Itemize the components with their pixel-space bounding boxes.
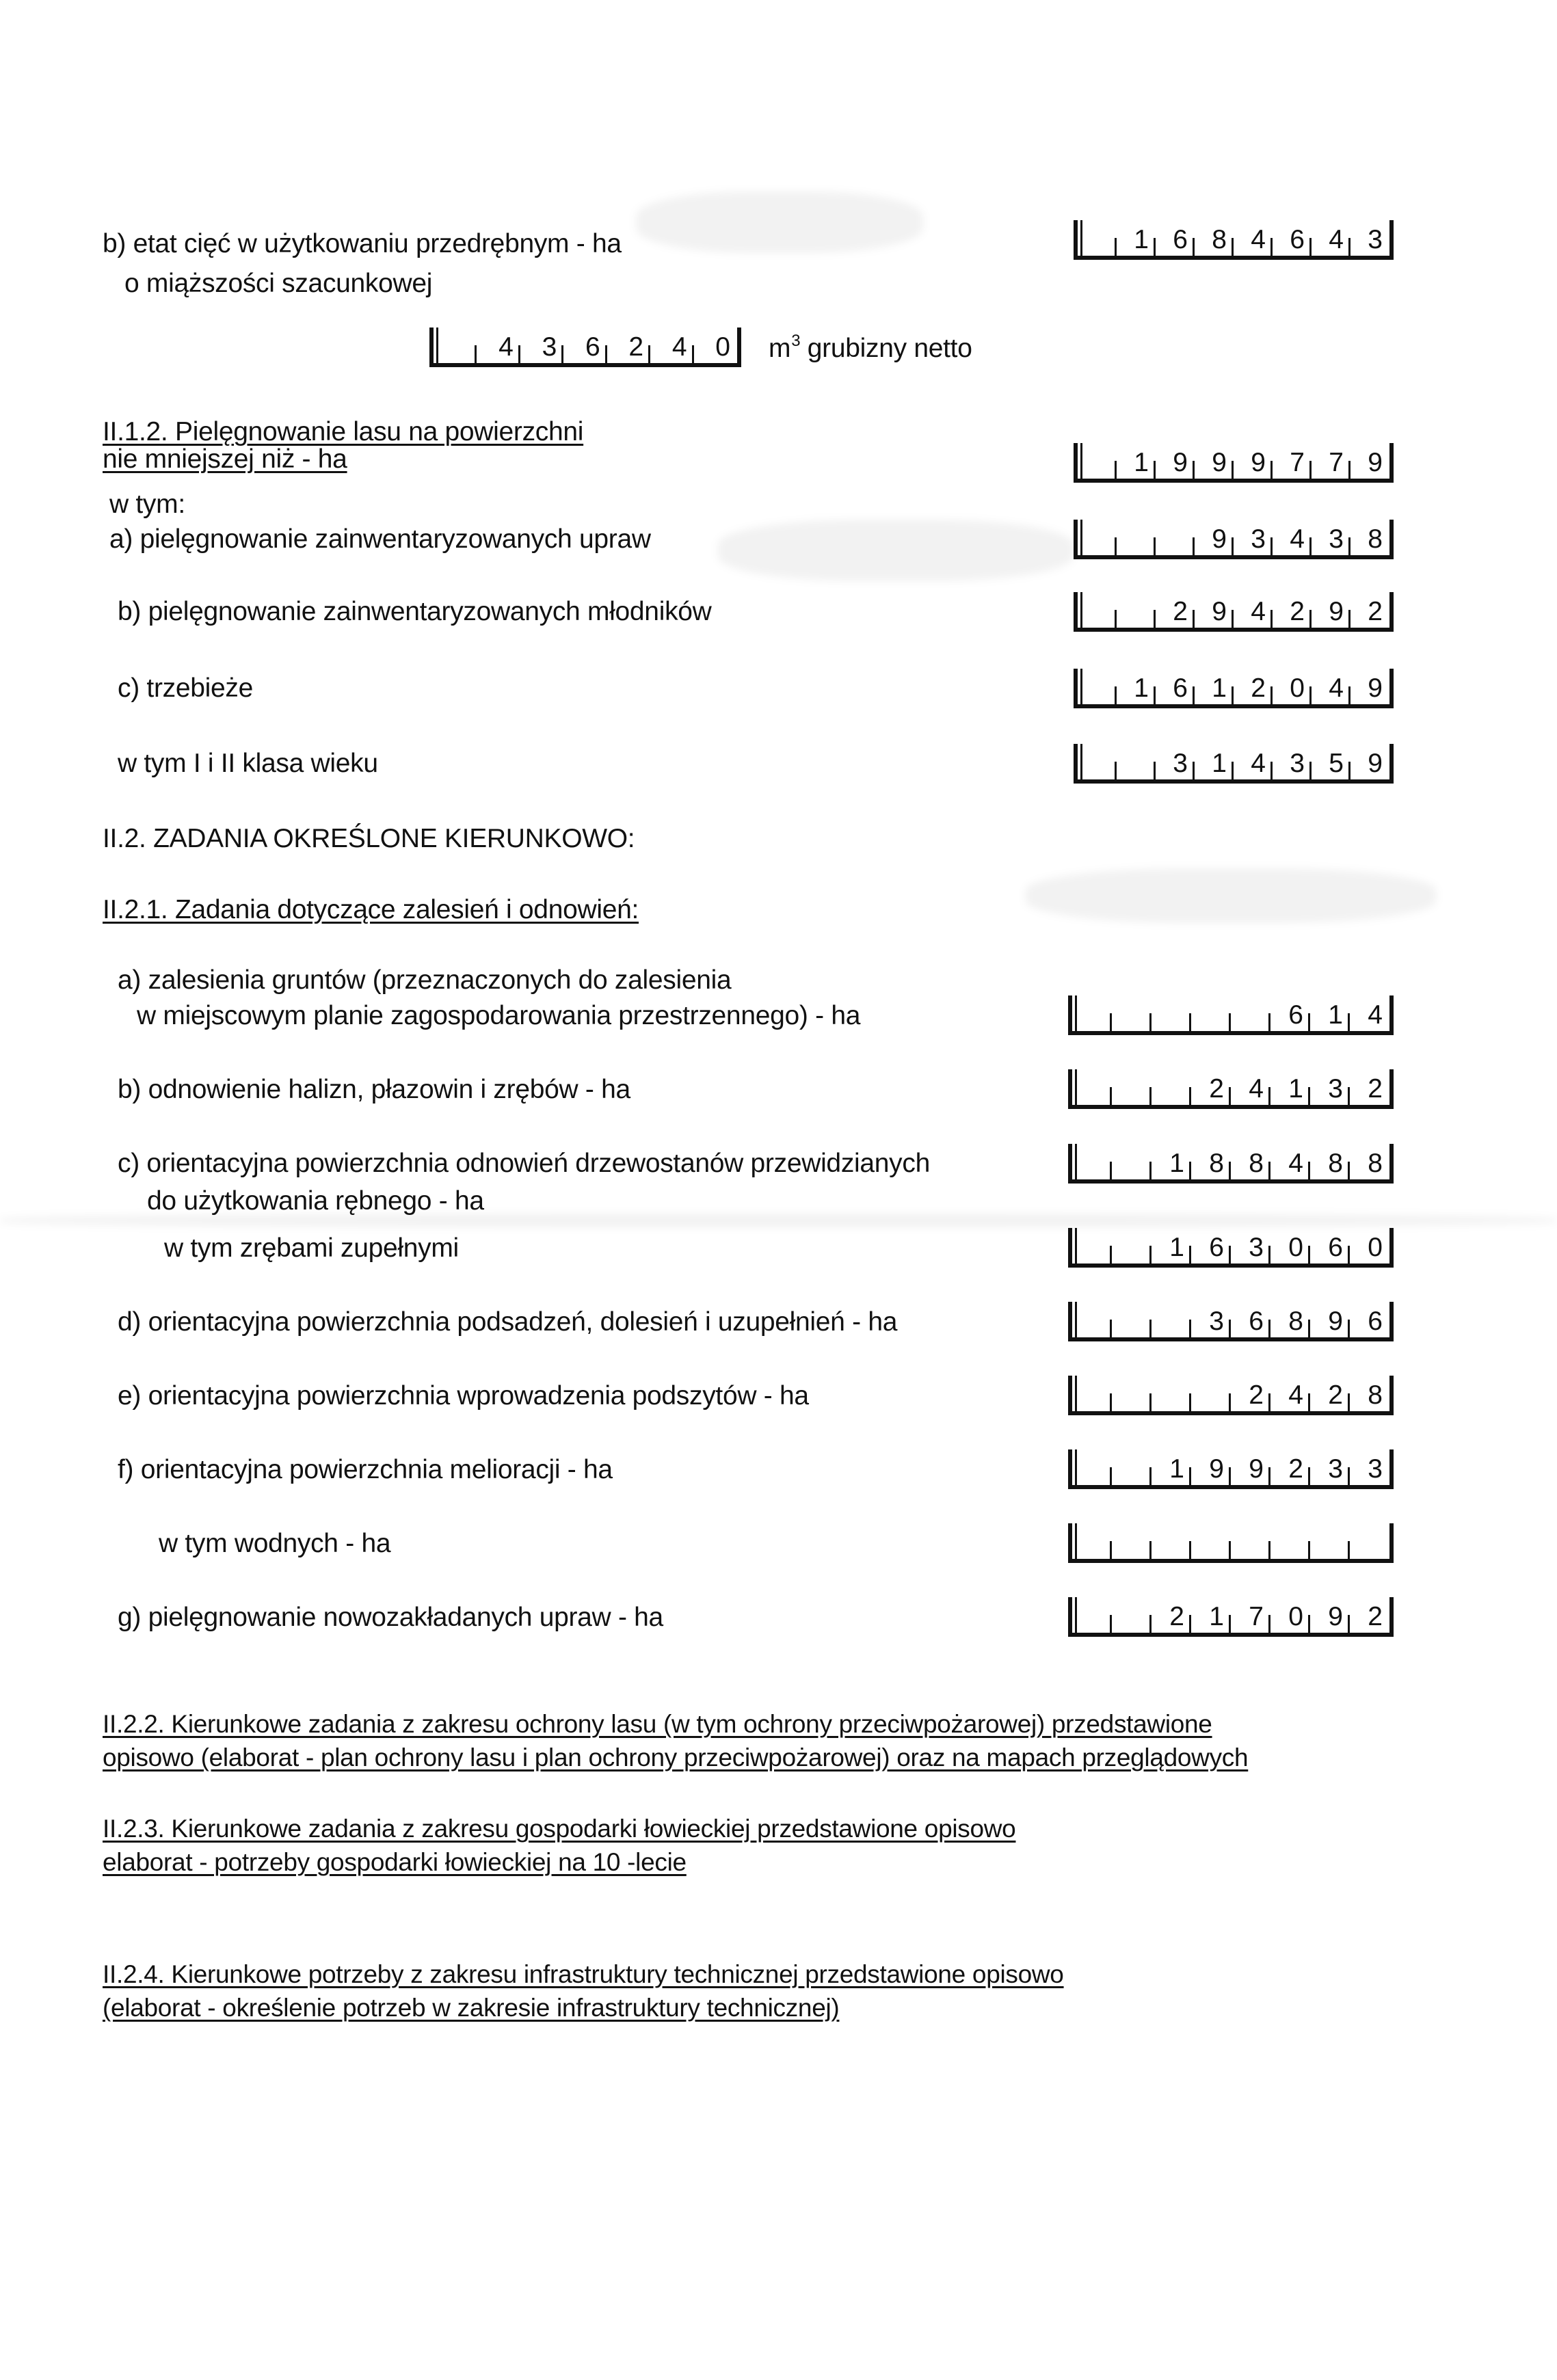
digit-cell[interactable]	[1072, 1302, 1112, 1337]
digit-cell[interactable]: 6	[1231, 1302, 1270, 1337]
digit-cell[interactable]: 4	[1231, 1069, 1270, 1105]
digit-cell[interactable]: 1	[1195, 744, 1234, 779]
digit-cell[interactable]	[1112, 1302, 1152, 1337]
digit-cell[interactable]: 9	[1310, 1302, 1350, 1337]
digit-cell[interactable]: 8	[1270, 1302, 1310, 1337]
odnowien-rebnego-label: c) orientacyjna powierzchnia odnowień drzewostanów przewidzianych	[118, 1149, 930, 1178]
digit-cell[interactable]: 8	[1368, 524, 1383, 554]
digit-cell[interactable]	[1112, 1228, 1152, 1263]
digit-cell[interactable]: 8	[1231, 1144, 1270, 1179]
upraw-label: a) pielęgnowanie zainwentaryzowanych upraw	[109, 524, 651, 554]
digit-cell[interactable]	[1072, 1597, 1112, 1633]
digit-cell[interactable]: 6	[1368, 1307, 1383, 1336]
digit-cell[interactable]: 4	[1312, 220, 1350, 256]
digit-cell[interactable]	[1117, 520, 1156, 555]
digit-cell[interactable]: 1	[1195, 669, 1234, 704]
digit-cell[interactable]: 4	[1234, 744, 1273, 779]
digit-cell[interactable]: 3	[1310, 1069, 1350, 1105]
digit-cell[interactable]	[1072, 995, 1112, 1031]
trzebieze-field[interactable]	[1074, 669, 1394, 708]
digit-cell[interactable]: 6	[1191, 1228, 1231, 1263]
digit-cell[interactable]	[1072, 1523, 1112, 1559]
podsadzen-field[interactable]	[1068, 1302, 1394, 1341]
digit-cell[interactable]	[1152, 1376, 1191, 1411]
digit-cell[interactable]	[1072, 1069, 1112, 1105]
digit-cell[interactable]: 4	[1234, 592, 1273, 628]
digit-cell[interactable]	[1072, 1376, 1112, 1411]
digit-cell[interactable]: 6	[1310, 1228, 1350, 1263]
odnowien-rebnego-label-cont: do użytkowania rębnego - ha	[147, 1186, 484, 1216]
miazszosc-field[interactable]	[429, 327, 741, 367]
digit-cell[interactable]: 1	[1117, 443, 1156, 479]
section-II-1-2-heading-cont: nie mniejszej niż - ha	[103, 444, 347, 474]
etat-ciec-field[interactable]	[1074, 220, 1394, 260]
podszytow-field[interactable]	[1068, 1376, 1394, 1415]
podsadzen-label: d) orientacyjna powierzchnia podsadzeń, dolesień i uzupełnień - ha	[118, 1307, 898, 1337]
digit-cell[interactable]: 1	[1152, 1144, 1191, 1179]
digit-cell[interactable]: 4	[1273, 520, 1312, 555]
odnowien-rebnego-field[interactable]	[1068, 1144, 1394, 1184]
digit-cell[interactable]: 9	[1368, 673, 1383, 703]
digit-cell[interactable]: 2	[1368, 1074, 1383, 1104]
digit-cell[interactable]: 2	[1310, 1376, 1350, 1411]
digit-cell[interactable]: 6	[1273, 220, 1312, 256]
digit-cell[interactable]: 4	[1270, 1376, 1310, 1411]
section-II-2-2-heading: II.2.2. Kierunkowe zadania z zakresu ochrony lasu (w tym ochrony przeciwpożarowej) przedstawione	[103, 1710, 1212, 1738]
digit-cell[interactable]: 3	[1234, 520, 1273, 555]
digit-cell[interactable]	[1112, 1523, 1152, 1559]
digit-cell[interactable]	[1152, 1302, 1191, 1337]
digit-cell[interactable]	[1112, 1597, 1152, 1633]
scan-smudge	[718, 520, 1074, 581]
digit-cell[interactable]: 3	[1368, 1454, 1383, 1484]
digit-cell[interactable]	[1117, 592, 1156, 628]
digit-cell[interactable]	[1231, 1523, 1270, 1559]
digit-cell[interactable]: 8	[1368, 1380, 1383, 1410]
digit-cell[interactable]	[1152, 995, 1191, 1031]
digit-cell[interactable]	[1112, 995, 1152, 1031]
zrebami-zupelnymi-label: w tym zrębami zupełnymi	[164, 1233, 459, 1263]
digit-cell[interactable]: 3	[1310, 1449, 1350, 1485]
digit-cell[interactable]	[1112, 1069, 1152, 1105]
digit-cell[interactable]	[1078, 744, 1117, 779]
digit-cell[interactable]: 8	[1191, 1144, 1231, 1179]
digit-cell[interactable]: 2	[1234, 669, 1273, 704]
digit-cell[interactable]	[1152, 1523, 1191, 1559]
digit-cell[interactable]: 9	[1191, 1449, 1231, 1485]
digit-cell[interactable]	[1078, 520, 1117, 555]
digit-cell[interactable]	[1112, 1449, 1152, 1485]
odnowienie-field[interactable]	[1068, 1069, 1394, 1109]
digit-cell[interactable]: 4	[1368, 1000, 1383, 1030]
wodnych-field[interactable]	[1068, 1523, 1394, 1563]
trzebieze-label: c) trzebieże	[118, 673, 253, 703]
digit-cell[interactable]: 0	[1273, 669, 1312, 704]
digit-cell[interactable]: 9	[1195, 443, 1234, 479]
digit-cell[interactable]	[1152, 1069, 1191, 1105]
digit-cell[interactable]: 4	[1312, 669, 1350, 704]
melioracji-label: f) orientacyjna powierzchnia melioracji - ha	[118, 1455, 613, 1484]
zalesienia-label-cont: w miejscowym planie zagospodarowania przestrzennego) - ha	[137, 1001, 861, 1030]
section-II-2-1-heading: II.2.1. Zadania dotyczące zalesień i odnowień:	[103, 895, 639, 924]
scan-smudge	[1026, 868, 1436, 923]
digit-cell[interactable]: 8	[1368, 1149, 1383, 1178]
digit-cell[interactable]: 0	[1368, 1233, 1383, 1262]
digit-cell[interactable]: 9	[1231, 1449, 1270, 1485]
digit-cell[interactable]: 2	[1270, 1449, 1310, 1485]
digit-cell[interactable]	[1310, 1523, 1350, 1559]
wodnych-label: w tym wodnych - ha	[159, 1529, 391, 1558]
digit-cell[interactable]: 9	[1312, 592, 1350, 628]
digit-cell[interactable]: 3	[1191, 1302, 1231, 1337]
digit-cell[interactable]: 3	[1231, 1228, 1270, 1263]
digit-cell[interactable]: 4	[650, 327, 693, 363]
digit-cell[interactable]	[1112, 1144, 1152, 1179]
digit-cell[interactable]	[434, 327, 477, 363]
digit-cell[interactable]: 2	[1368, 1602, 1383, 1631]
digit-cell[interactable]: 9	[1195, 520, 1234, 555]
digit-cell[interactable]: 1	[1270, 1069, 1310, 1105]
klasa-wieku-field[interactable]	[1074, 744, 1394, 784]
section-II-1-2-heading: II.1.2. Pielęgnowanie lasu na powierzchni	[103, 417, 584, 446]
digit-cell[interactable]: 3	[1368, 225, 1383, 254]
digit-cell[interactable]	[1191, 995, 1231, 1031]
section-II-2-4-heading: II.2.4. Kierunkowe potrzeby z zakresu infrastruktury technicznej przedstawione opisowo	[103, 1960, 1064, 1988]
mlodnikow-label: b) pielęgnowanie zainwentaryzowanych młodników	[118, 597, 712, 626]
digit-cell[interactable]: 1	[1191, 1597, 1231, 1633]
digit-cell[interactable]: 1	[1117, 220, 1156, 256]
digit-cell[interactable]: 1	[1152, 1449, 1191, 1485]
upraw-field[interactable]	[1074, 520, 1394, 559]
section-II-2-3-heading-cont: elaborat - potrzeby gospodarki łowieckiej na 10 -lecie	[103, 1848, 687, 1876]
digit-cell[interactable]	[1270, 1523, 1310, 1559]
digit-cell[interactable]	[1350, 1523, 1389, 1559]
zrebami-zupelnymi-field[interactable]	[1068, 1228, 1394, 1268]
digit-cell[interactable]	[1072, 1144, 1112, 1179]
section-II-2-heading: II.2. ZADANIA OKREŚLONE KIERUNKOWO:	[103, 824, 635, 853]
digit-cell[interactable]: 3	[1312, 520, 1350, 555]
digit-cell[interactable]	[1072, 1228, 1112, 1263]
digit-cell[interactable]	[1078, 592, 1117, 628]
digit-cell[interactable]: 9	[1234, 443, 1273, 479]
digit-cell[interactable]: 1	[1152, 1228, 1191, 1263]
digit-cell[interactable]: 7	[1231, 1597, 1270, 1633]
section-II-2-4-heading-cont: (elaborat - określenie potrzeb w zakresie infrastruktury technicznej)	[103, 1994, 840, 2022]
digit-cell[interactable]: 1	[1117, 669, 1156, 704]
digit-cell[interactable]	[1231, 995, 1270, 1031]
digit-cell[interactable]	[1191, 1376, 1231, 1411]
digit-cell[interactable]: 2	[1156, 592, 1195, 628]
digit-cell[interactable]	[1191, 1523, 1231, 1559]
odnowienie-label: b) odnowienie halizn, płazowin i zrębów - ha	[118, 1075, 630, 1104]
digit-cell[interactable]: 4	[477, 327, 520, 363]
digit-cell[interactable]: 9	[1368, 749, 1383, 778]
grubizny-netto-label: $m^3$ grubizny netto	[769, 332, 972, 363]
pielegnowanie-lasu-field[interactable]	[1074, 443, 1394, 483]
digit-cell[interactable]: 7	[1312, 443, 1350, 479]
digit-cell[interactable]: 3	[1273, 744, 1312, 779]
nowozakladanych-label: g) pielęgnowanie nowozakładanych upraw - ha	[118, 1603, 663, 1632]
digit-cell[interactable]: 2	[1152, 1597, 1191, 1633]
digit-cell[interactable]: 2	[1191, 1069, 1231, 1105]
scan-smudge	[636, 191, 923, 253]
digit-cell[interactable]	[1078, 220, 1117, 256]
digit-cell[interactable]: 5	[1312, 744, 1350, 779]
zalesienia-label: a) zalesienia gruntów (przeznaczonych do zalesienia	[118, 965, 732, 995]
digit-cell[interactable]: 9	[1156, 443, 1195, 479]
nowozakladanych-field[interactable]	[1068, 1597, 1394, 1637]
digit-cell[interactable]: 6	[1270, 995, 1310, 1031]
digit-cell[interactable]: 4	[1270, 1144, 1310, 1179]
digit-cell[interactable]: 0	[1270, 1597, 1310, 1633]
digit-cell[interactable]	[1112, 1376, 1152, 1411]
digit-cell[interactable]: 4	[1234, 220, 1273, 256]
klasa-wieku-label: w tym I i II klasa wieku	[118, 749, 378, 778]
digit-cell[interactable]: 9	[1310, 1597, 1350, 1633]
miazszosc-label: o miąższości szacunkowej	[124, 269, 433, 298]
digit-cell[interactable]	[1156, 520, 1195, 555]
digit-cell[interactable]	[1117, 744, 1156, 779]
digit-cell[interactable]: 6	[1156, 220, 1195, 256]
etat-ciec-label: b) etat cięć w użytkowaniu przedrębnym - ha	[103, 229, 622, 258]
digit-cell[interactable]: 2	[1231, 1376, 1270, 1411]
digit-cell[interactable]: 0	[715, 332, 730, 362]
section-II-2-3-heading: II.2.3. Kierunkowe zadania z zakresu gospodarki łowieckiej przedstawione opisowo	[103, 1815, 1016, 1843]
digit-cell[interactable]: 0	[1270, 1228, 1310, 1263]
w-tym-label: w tym:	[109, 490, 185, 519]
digit-cell[interactable]: 9	[1368, 448, 1383, 477]
zalesienia-field[interactable]	[1068, 995, 1394, 1035]
digit-cell[interactable]: 3	[520, 327, 563, 363]
section-II-2-2-heading-cont: opisowo (elaborat - plan ochrony lasu i plan ochrony przeciwpożarowej) oraz na mapach przeglądowych	[103, 1743, 1249, 1771]
digit-cell[interactable]: 8	[1195, 220, 1234, 256]
podszytow-label: e) orientacyjna powierzchnia wprowadzenia podszytów - ha	[118, 1381, 809, 1410]
digit-cell[interactable]	[1078, 669, 1117, 704]
digit-cell[interactable]	[1072, 1449, 1112, 1485]
digit-cell[interactable]: 2	[1273, 592, 1312, 628]
melioracji-field[interactable]	[1068, 1449, 1394, 1489]
mlodnikow-field[interactable]	[1074, 592, 1394, 632]
digit-cell[interactable]: 6	[1156, 669, 1195, 704]
digit-cell[interactable]: 6	[563, 327, 607, 363]
digit-cell[interactable]: 2	[1368, 597, 1383, 626]
digit-cell[interactable]: 8	[1310, 1144, 1350, 1179]
digit-cell[interactable]: 3	[1156, 744, 1195, 779]
digit-cell[interactable]: 1	[1310, 995, 1350, 1031]
digit-cell[interactable]: 2	[607, 327, 650, 363]
digit-cell[interactable]	[1078, 443, 1117, 479]
digit-cell[interactable]: 7	[1273, 443, 1312, 479]
digit-cell[interactable]: 9	[1195, 592, 1234, 628]
